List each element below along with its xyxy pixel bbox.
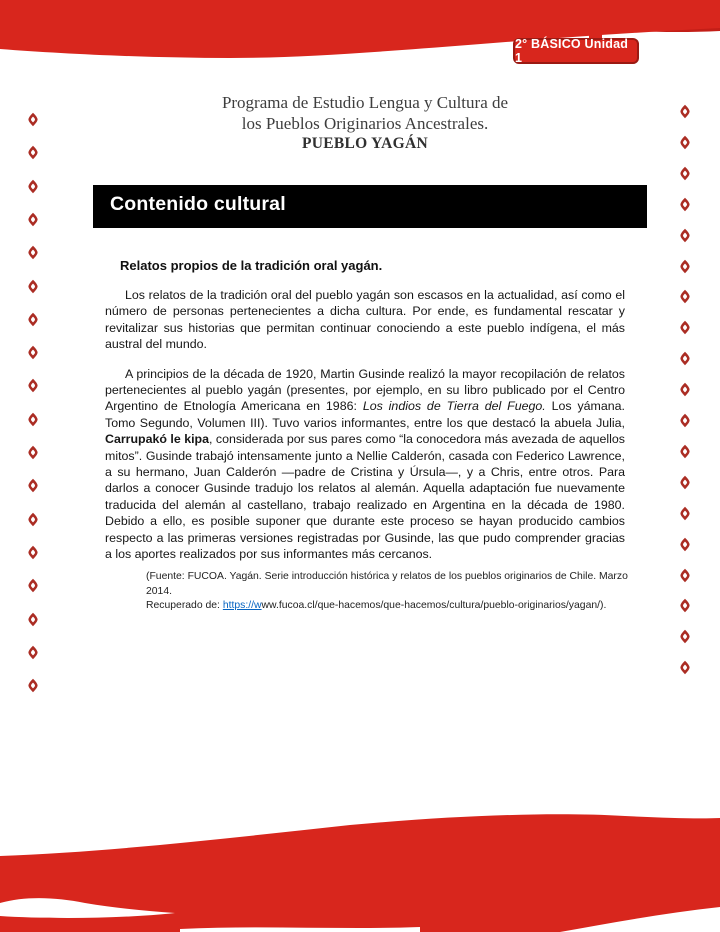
diamond-ornament-icon — [679, 537, 691, 552]
diamond-ornament-icon — [679, 444, 691, 459]
diamond-ornament-icon — [27, 478, 39, 493]
diamond-ornament-icon — [27, 545, 39, 560]
diamond-ornament-icon — [679, 166, 691, 181]
diamond-ornament-icon — [27, 212, 39, 227]
source-citation-suffix: ww.fucoa.cl/que-hacemos/que-hacemos/cultura/pueblo-originarios/yagan/). — [261, 600, 607, 612]
content-heading: Relatos propios de la tradición oral yagán. — [120, 258, 383, 273]
diamond-ornament-icon — [679, 197, 691, 212]
diamond-ornament-icon — [679, 135, 691, 150]
diamond-ornament-icon — [679, 413, 691, 428]
program-title-line1: Programa de Estudio Lengua y Cultura de — [221, 93, 509, 112]
diamond-ornament-icon — [679, 506, 691, 521]
paragraph-segment-italic: Los indios de Tierra del Fuego. — [362, 399, 546, 414]
paragraph — [105, 287, 625, 353]
diamond-ornament-icon — [27, 678, 39, 693]
source-citation — [146, 570, 646, 614]
diamond-ornament-icon — [679, 289, 691, 304]
diamond-ornament-icon — [27, 245, 39, 260]
diamond-ornament-icon — [27, 412, 39, 427]
diamond-ornament-icon — [27, 345, 39, 360]
content-area — [105, 258, 625, 576]
section-header-bar — [93, 185, 647, 228]
diamond-ornament-icon — [679, 629, 691, 644]
diamond-ornament-icon — [27, 312, 39, 327]
paragraph-segment: , considerada por sus pares como “la conocedora más avezada de aquellos mitos”. Gusinde trabajó intensamente junto a Nellie Calderón, casada con Federico Lawrence, a su hermano, Juan Calderón —padre de Cristina y Úrsula—, y a Chris, entre otros. Para darlos a conocer Gusinde tradujo los relatos al alemán. Aquella adaptación fue nuevamente traducida del alemán al castellano, trabajo realizado en Argentina en la década de 1980. Debido a ello, es posible suponer que durante este proceso se hayan producido cambios respecto a las primeras versiones registradas por Gusinde, las que pudo comprender gracias a los aportes realizados por sus informantes más cercanos. — [105, 432, 626, 562]
diamond-ornament-icon — [27, 145, 39, 160]
source-citation-prefix: Recuperado de: — [146, 600, 223, 612]
diamond-ornament-icon — [679, 259, 691, 274]
diamond-ornament-icon — [679, 598, 691, 613]
paragraph-segment-bold: Carrupakó le kipa — [105, 432, 209, 447]
paragraphs-container — [105, 287, 625, 563]
section-header-label: Contenido cultural — [110, 193, 286, 215]
diamond-ornament-icon — [27, 445, 39, 460]
paragraph — [105, 366, 625, 563]
source-citation-line1: (Fuente: FUCOA. Yagán. Serie introducción histórica y relatos de los pueblos originarios de Chile. Marzo 2014. — [146, 571, 628, 597]
program-title — [105, 92, 625, 154]
diamond-ornament-icon — [27, 279, 39, 294]
diamond-ornament-icon — [679, 660, 691, 675]
diamond-ornament-icon — [27, 645, 39, 660]
diamond-ornament-icon — [679, 104, 691, 119]
diamond-ornament-icon — [679, 320, 691, 335]
diamond-ornament-icon — [679, 568, 691, 583]
diamond-ornament-icon — [27, 378, 39, 393]
diamond-ornament-icon — [27, 612, 39, 627]
diamond-ornament-icon — [679, 475, 691, 490]
diamond-ornament-icon — [679, 228, 691, 243]
diamond-ornament-icon — [679, 351, 691, 366]
diamond-ornament-icon — [27, 512, 39, 527]
source-citation-line2 — [146, 599, 646, 614]
grade-unit-badge: 2° BÁSICO Unidad 1 — [513, 38, 639, 64]
paragraph-segment: Los yámana. Tomo Segundo, Volumen III). Tuvo varios informantes, entre los que destacó la abuela Julia, — [105, 399, 625, 430]
source-link[interactable]: https://w — [222, 600, 262, 612]
paragraph-segment: A principios de la década de 1920, Martin Gusinde realizó la mayor recopilación de relatos pertenecientes al pueblo yagán (presentes, por ejemplo, en su libro publicado por el Centro Argentino de Etnología Americana en 1986: — [105, 366, 625, 414]
program-title-line2: los Pueblos Originarios Ancestrales. — [241, 114, 489, 133]
diamond-ornament-icon — [679, 382, 691, 397]
bottom-landscape-decoration — [0, 810, 720, 932]
diamond-ornament-icon — [27, 179, 39, 194]
diamond-ornament-icon — [27, 578, 39, 593]
diamond-ornament-icon — [27, 112, 39, 127]
program-title-pueblo: PUEBLO YAGÁN — [301, 135, 429, 152]
paragraph-segment: Los relatos de la tradición oral del pueblo yagán son escasos en la actualidad, así como el número de personas pertenecientes a dicha cultura. Por ende, es fundamental rescatar y revitalizar sus historias que permitan continuar conociendo a este pueblo indígena, el más austral del mundo. — [105, 288, 625, 352]
